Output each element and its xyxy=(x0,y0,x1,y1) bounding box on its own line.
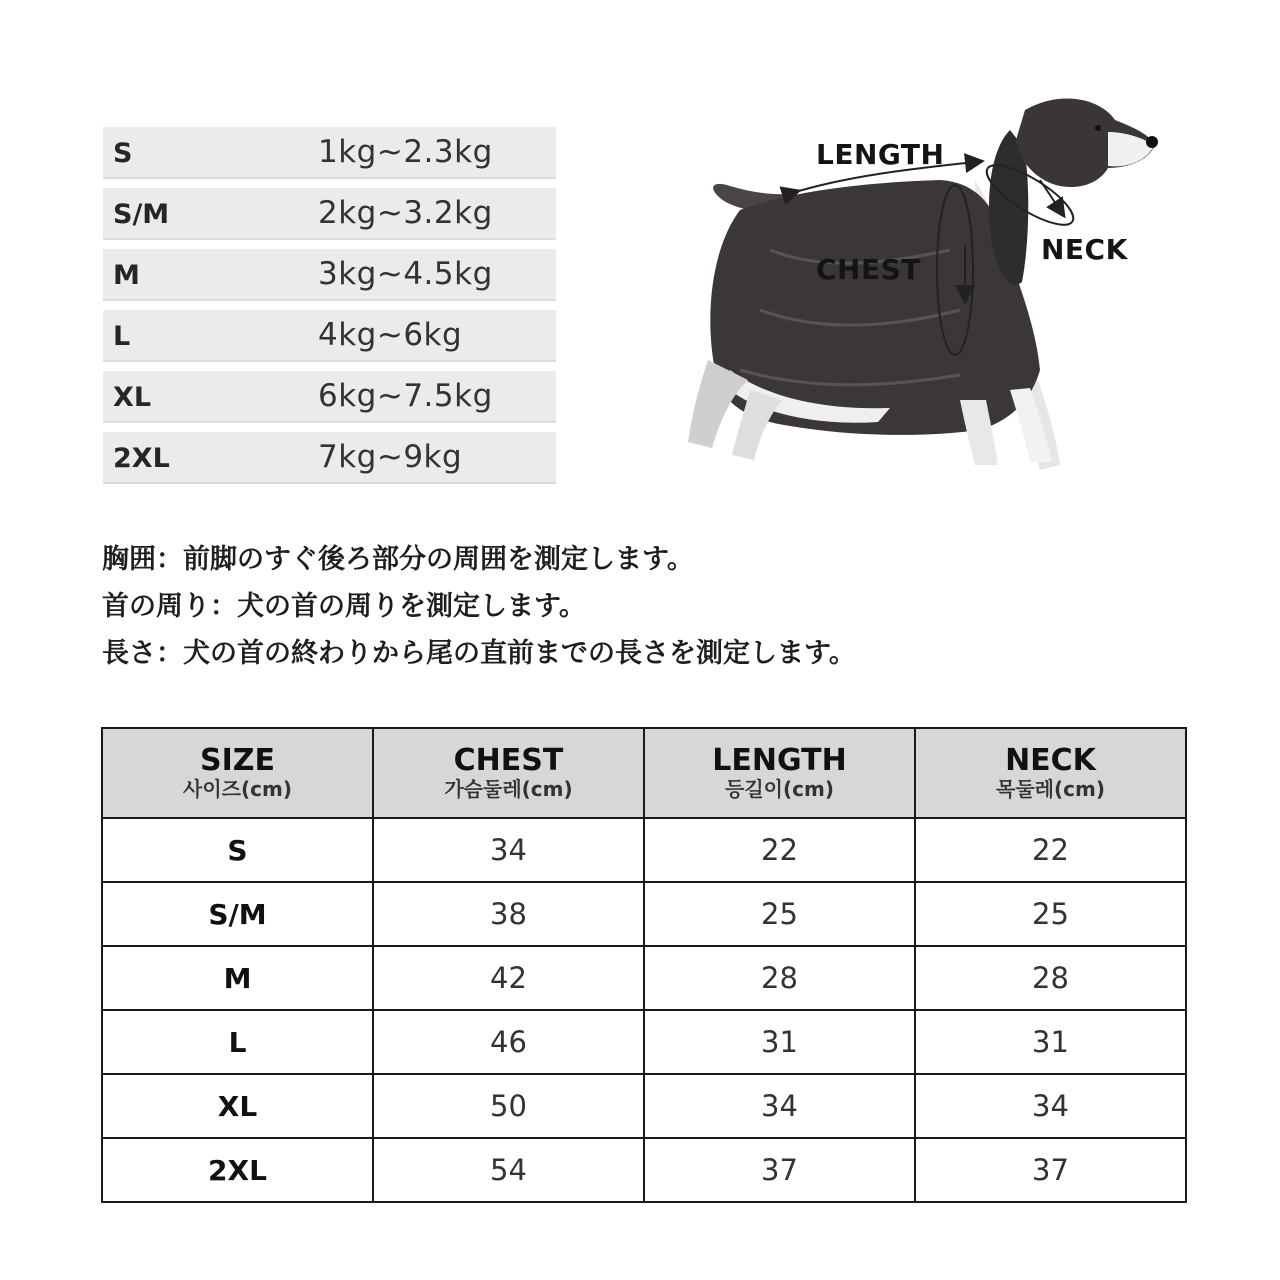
header-title: SIZE xyxy=(199,743,275,778)
neck-cell: 31 xyxy=(915,1010,1186,1074)
weight-range: 2kg~3.2kg xyxy=(318,195,493,231)
size-chart-table xyxy=(101,727,1187,1203)
weight-range: 1kg~2.3kg xyxy=(318,134,493,170)
weight-size: XL xyxy=(113,382,152,413)
chest-cell: 34 xyxy=(373,818,644,882)
size-cell: 2XL xyxy=(102,1138,373,1202)
neck-label: NECK xyxy=(1041,233,1128,266)
neck-note: 首の周り：犬の首の周りを測定します。 xyxy=(102,591,586,622)
size-cell: S/M xyxy=(102,882,373,946)
header-subtitle: 가슴둘레(cm) xyxy=(444,777,573,801)
neck-cell: 34 xyxy=(915,1074,1186,1138)
size-cell: XL xyxy=(102,1074,373,1138)
weight-range: 6kg~7.5kg xyxy=(318,378,493,414)
chest-note: 胸囲：前脚のすぐ後ろ部分の周囲を測定します。 xyxy=(102,544,694,575)
length-cell: 25 xyxy=(644,882,915,946)
length-cell: 28 xyxy=(644,946,915,1010)
length-cell: 31 xyxy=(644,1010,915,1074)
weight-size: M xyxy=(113,260,140,291)
header-length xyxy=(644,728,915,818)
weight-size: S xyxy=(113,138,133,169)
size-cell: M xyxy=(102,946,373,1010)
header-subtitle: 목둘레(cm) xyxy=(996,777,1105,801)
neck-cell: 37 xyxy=(915,1138,1186,1202)
weight-row xyxy=(103,371,556,423)
table-row xyxy=(102,818,1186,882)
weight-row xyxy=(103,188,556,240)
header-neck xyxy=(915,728,1186,818)
weight-size: 2XL xyxy=(113,443,170,474)
weight-range: 3kg~4.5kg xyxy=(318,256,493,292)
neck-cell: 22 xyxy=(915,818,1186,882)
table-header-row xyxy=(102,728,1186,818)
weight-row xyxy=(103,249,556,301)
chest-cell: 54 xyxy=(373,1138,644,1202)
weight-row xyxy=(103,432,556,484)
table-row xyxy=(102,1010,1186,1074)
weight-row xyxy=(103,310,556,362)
neck-cell: 25 xyxy=(915,882,1186,946)
length-note: 長さ：犬の首の終わりから尾の直前までの長さを測定します。 xyxy=(102,638,856,669)
weight-range: 4kg~6kg xyxy=(318,317,463,353)
chest-cell: 38 xyxy=(373,882,644,946)
weight-row xyxy=(103,127,556,179)
weight-table xyxy=(103,127,556,493)
header-subtitle: 사이즈(cm) xyxy=(183,777,292,801)
chest-cell: 42 xyxy=(373,946,644,1010)
weight-size: L xyxy=(113,321,131,352)
table-row xyxy=(102,1138,1186,1202)
table-row xyxy=(102,1074,1186,1138)
weight-range: 7kg~9kg xyxy=(318,439,463,475)
size-cell: L xyxy=(102,1010,373,1074)
chest-cell: 46 xyxy=(373,1010,644,1074)
measurement-notes xyxy=(102,536,856,677)
neck-cell: 28 xyxy=(915,946,1186,1010)
dog-measurement-diagram xyxy=(620,70,1220,490)
table-row xyxy=(102,882,1186,946)
header-title: LENGTH xyxy=(712,743,847,778)
chest-cell: 50 xyxy=(373,1074,644,1138)
table-row xyxy=(102,946,1186,1010)
header-title: NECK xyxy=(1005,743,1096,778)
length-cell: 22 xyxy=(644,818,915,882)
header-subtitle: 등길이(cm) xyxy=(725,777,834,801)
size-cell: S xyxy=(102,818,373,882)
length-cell: 34 xyxy=(644,1074,915,1138)
weight-size: S/M xyxy=(113,199,170,230)
length-label: LENGTH xyxy=(816,138,945,171)
header-title: CHEST xyxy=(453,743,564,778)
header-chest xyxy=(373,728,644,818)
chest-label: CHEST xyxy=(816,253,921,286)
header-size xyxy=(102,728,373,818)
length-cell: 37 xyxy=(644,1138,915,1202)
